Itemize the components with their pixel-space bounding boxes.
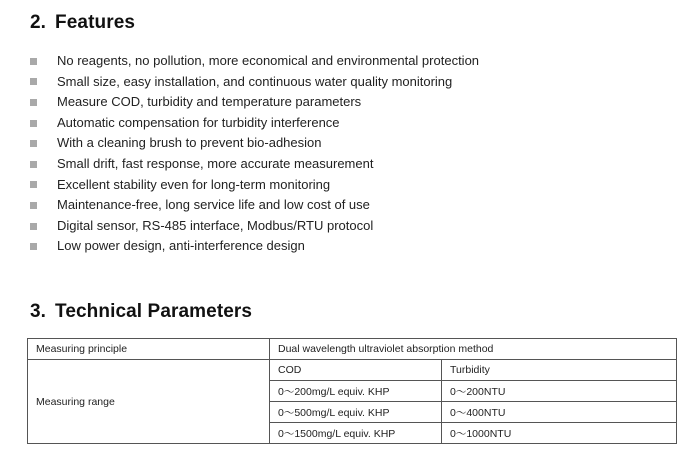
list-item [30,113,479,134]
list-item [30,72,479,93]
cod-range-cell: 0～500mg/L equiv. KHP [270,402,442,423]
parameters-section-title: Technical Parameters [55,301,253,322]
square-bullet-icon [30,58,37,65]
list-item [30,195,479,216]
square-bullet-icon [30,140,37,147]
feature-text: Small drift, fast response, more accurate measurement [57,155,374,171]
features-heading [30,12,135,34]
turbidity-range-cell: 0～1000NTU [442,423,677,444]
cod-range-cell: 0～200mg/L equiv. KHP [270,381,442,402]
features-section-number: 2. [30,12,47,33]
list-item [30,92,479,113]
square-bullet-icon [30,120,37,127]
table-row [28,360,677,381]
feature-text: Automatic compensation for turbidity interference [57,114,340,130]
feature-text: Excellent stability even for long-term monitoring [57,176,331,192]
table-row [28,339,677,360]
list-item [30,133,479,154]
square-bullet-icon [30,161,37,168]
list-item [30,51,479,72]
feature-text: Small size, easy installation, and continuous water quality monitoring [57,73,453,89]
turbidity-header-cell: Turbidity [442,360,677,381]
turbidity-range-cell: 0～200NTU [442,381,677,402]
parameters-section-number: 3. [30,301,47,322]
square-bullet-icon [30,202,37,209]
features-list [30,51,479,257]
parameters-heading [30,301,252,323]
square-bullet-icon [30,181,37,188]
feature-text: With a cleaning brush to prevent bio-adhesion [57,135,322,151]
principle-value-cell: Dual wavelength ultraviolet absorption method [270,339,677,360]
list-item [30,216,479,237]
cod-header-cell: COD [270,360,442,381]
feature-text: Measure COD, turbidity and temperature parameters [57,94,362,110]
square-bullet-icon [30,223,37,230]
feature-text: Maintenance-free, long service life and low cost of use [57,197,370,213]
square-bullet-icon [30,243,37,250]
features-section-title: Features [55,12,136,33]
square-bullet-icon [30,99,37,106]
feature-text: No reagents, no pollution, more economical and environmental protection [57,53,480,68]
technical-parameters-table [27,338,677,444]
square-bullet-icon [30,78,37,85]
list-item [30,154,479,175]
feature-text: Digital sensor, RS-485 interface, Modbus/RTU protocol [57,217,374,233]
range-label-cell: Measuring range [28,360,270,444]
feature-text: Low power design, anti-interference design [57,238,305,254]
list-item [30,175,479,196]
cod-range-cell: 0～1500mg/L equiv. KHP [270,423,442,444]
list-item [30,236,479,257]
principle-label-cell: Measuring principle [28,339,270,360]
turbidity-range-cell: 0～400NTU [442,402,677,423]
